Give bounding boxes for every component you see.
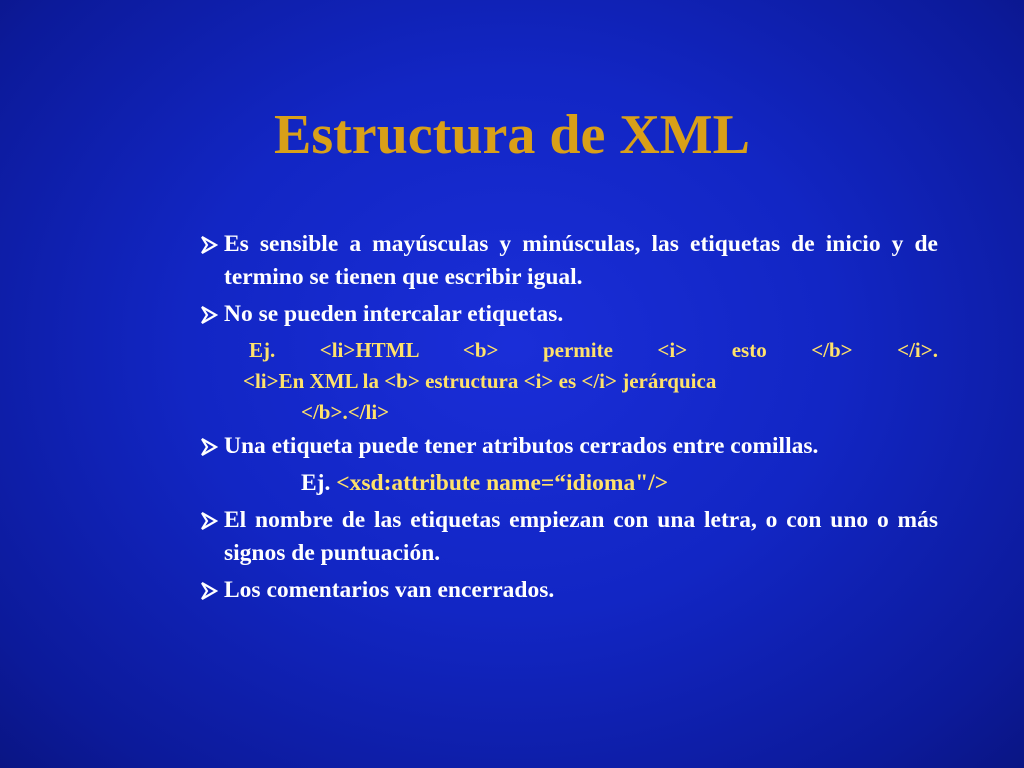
bullet-text: Una etiqueta puede tener atributos cerrados entre comillas. [224,433,819,459]
bullet-text: Los comentarios van encerrados. [224,577,555,603]
arrow-bullet-icon [198,298,220,331]
example-block [198,335,938,428]
bullet-text: El nombre de las etiquetas empiezan con una letra, o con uno o más signos de puntuación. [224,507,938,566]
example-line: Ej. <li>HTML <b> permite <i> esto </b> </i>. [249,338,938,362]
bullet-item [198,504,938,570]
bullet-item [198,298,938,331]
example-line: </b>.</li> [301,400,390,424]
example-prefix: Ej. [301,470,331,496]
slide-title: Estructura de XML [274,104,750,166]
bullet-item [198,430,938,463]
bullet-item [198,228,938,294]
bullet-item [198,574,938,607]
arrow-bullet-icon [198,228,220,261]
arrow-bullet-icon [198,504,220,537]
arrow-bullet-icon [198,430,220,463]
example-line: <li>En XML la <b> estructura <i> es </i> jerárquica [243,369,717,393]
slide-content [198,228,938,611]
bullet-text: Es sensible a mayúsculas y minúsculas, las etiquetas de inicio y de termino se tienen que escribir igual. [224,231,938,290]
example-block [198,467,938,500]
example-code: <xsd:attribute name=“idioma"/> [336,470,669,496]
arrow-bullet-icon [198,574,220,607]
bullet-text: No se pueden intercalar etiquetas. [224,301,564,327]
